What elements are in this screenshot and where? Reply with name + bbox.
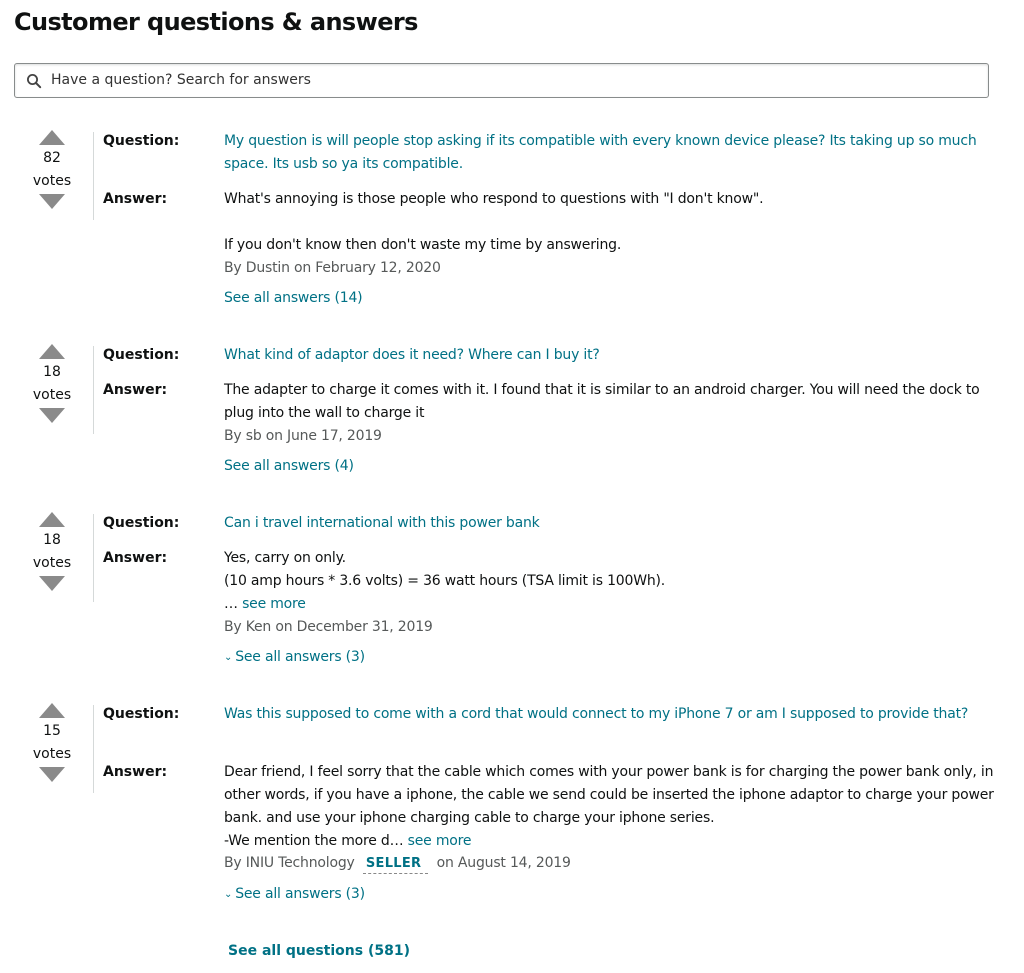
- question-link[interactable]: My question is will people stop asking if its compatible with every known device please? Its taking up so much space. Its usb so ya its compatible.: [224, 133, 977, 172]
- qa-item: [0, 128, 1024, 318]
- upvote-icon[interactable]: [39, 130, 65, 145]
- question-link[interactable]: Can i travel international with this power bank: [224, 515, 540, 531]
- question-label: Question:: [103, 706, 180, 722]
- vote-count: 18: [43, 364, 61, 380]
- see-more-link[interactable]: see more: [242, 596, 306, 612]
- see-more-link[interactable]: see more: [407, 833, 472, 849]
- answer-byline: By Ken on December 31, 2019: [224, 619, 433, 635]
- downvote-icon[interactable]: [39, 194, 65, 209]
- answer-label: Answer:: [103, 550, 168, 566]
- see-all-answers-link[interactable]: See all answers (14): [224, 290, 363, 306]
- divider: [93, 346, 94, 434]
- page-title: Customer questions & answers: [14, 8, 418, 36]
- question-link[interactable]: What kind of adaptor does it need? Where can I buy it?: [224, 347, 600, 363]
- answer-byline: By sb on June 17, 2019: [224, 428, 382, 444]
- vote-widget: [14, 512, 90, 591]
- downvote-icon[interactable]: [39, 767, 65, 782]
- votes-label: votes: [32, 387, 72, 403]
- answer-label: Answer:: [103, 191, 168, 207]
- vote-widget: [14, 703, 90, 782]
- answer-text: What's annoying is those people who respond to questions with "I don't know". If you don't know then don't waste my time by answering.: [224, 191, 764, 253]
- qa-item: [0, 510, 1024, 680]
- downvote-icon[interactable]: [39, 408, 65, 423]
- question-label: Question:: [103, 515, 180, 531]
- upvote-icon[interactable]: [39, 512, 65, 527]
- votes-label: votes: [32, 173, 72, 189]
- vote-count: 18: [43, 532, 61, 548]
- see-all-answers-link[interactable]: ⌄ See all answers (3): [224, 883, 365, 906]
- see-all-questions-link[interactable]: See all questions (581): [228, 943, 410, 959]
- divider: [93, 705, 94, 793]
- votes-label: votes: [32, 555, 72, 571]
- search-icon: [26, 73, 42, 89]
- search-input[interactable]: [51, 66, 971, 94]
- votes-label: votes: [32, 746, 72, 762]
- divider: [93, 514, 94, 602]
- answer-text: Yes, carry on only. (10 amp hours * 3.6 volts) = 36 watt hours (TSA limit is 100Wh). … see more: [224, 550, 666, 612]
- seller-badge: SELLER: [363, 856, 429, 874]
- divider: [93, 132, 94, 220]
- vote-count: 15: [43, 723, 61, 739]
- qa-item: [0, 342, 1024, 482]
- answer-label: Answer:: [103, 764, 168, 780]
- vote-widget: [14, 130, 90, 209]
- upvote-icon[interactable]: [39, 703, 65, 718]
- upvote-icon[interactable]: [39, 344, 65, 359]
- vote-widget: [14, 344, 90, 423]
- qa-item: [0, 701, 1024, 911]
- answer-text: The adapter to charge it comes with it. I found that it is similar to an android charger. You will need the dock to plug into the wall to charge it: [224, 382, 980, 421]
- see-all-answers-link[interactable]: ⌄ See all answers (3): [224, 646, 365, 669]
- vote-count: 82: [43, 150, 61, 166]
- answer-label: Answer:: [103, 382, 168, 398]
- downvote-icon[interactable]: [39, 576, 65, 591]
- search-box[interactable]: [14, 63, 989, 98]
- chevron-down-icon: ⌄: [224, 889, 233, 900]
- chevron-down-icon: ⌄: [224, 652, 233, 663]
- see-all-answers-link[interactable]: See all answers (4): [224, 458, 354, 474]
- answer-text: Dear friend, I feel sorry that the cable which comes with your power bank is for charging the power bank only, in other words, if you have a iphone, the cable we send could be inserted the iphone adaptor to charge your power bank. and use your iphone charging cable to charge your iphone series. -We mention the more d… see more: [224, 764, 994, 849]
- question-label: Question:: [103, 133, 180, 149]
- question-link[interactable]: Was this supposed to come with a cord that would connect to my iPhone 7 or am I supposed to provide that?: [224, 706, 969, 722]
- question-label: Question:: [103, 347, 180, 363]
- answer-byline: By Dustin on February 12, 2020: [224, 260, 441, 276]
- answer-byline: By INIU Technology SELLER on August 14, 2019: [224, 852, 571, 875]
